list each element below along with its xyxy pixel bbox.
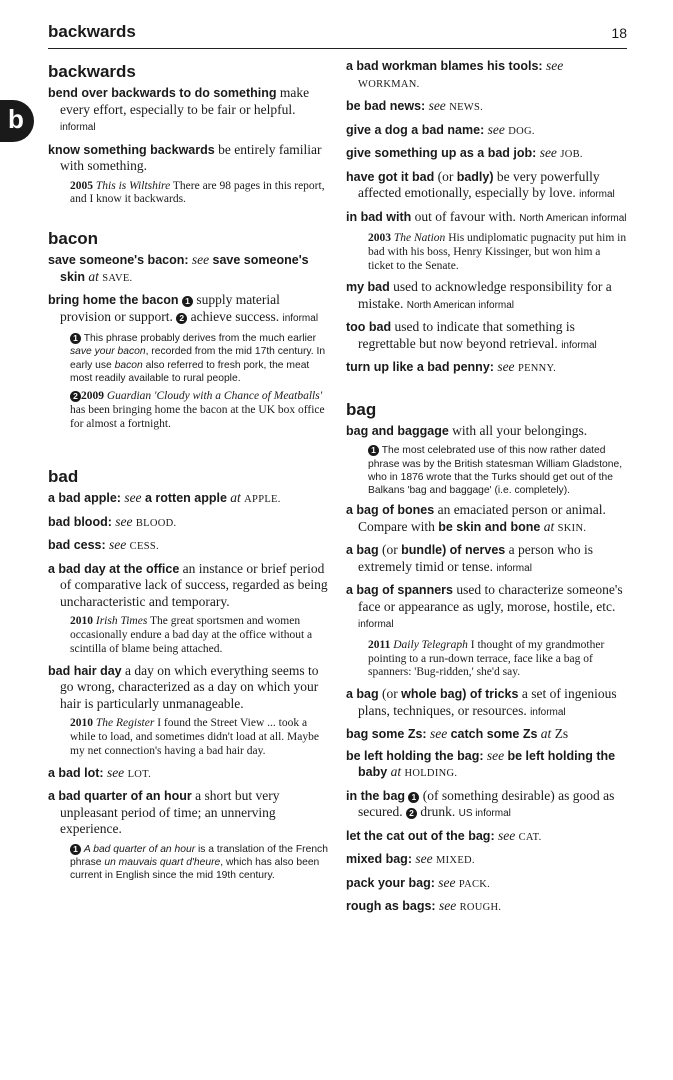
entry-definition: make every effort, especially to be fair or helpful. (60, 85, 310, 117)
usage-label: informal (530, 706, 566, 718)
entry-headword: give a dog a bad name: (346, 122, 485, 137)
entry-headword: a bad quarter of an hour (48, 789, 192, 804)
entry-headword: bad blood: (48, 514, 112, 529)
citation-year: 2003 (368, 232, 391, 244)
note-number: 1 (368, 445, 379, 456)
cross-reference: CESS. (129, 541, 159, 553)
citation-source: This is Wiltshire (95, 179, 171, 192)
citation (368, 639, 628, 680)
dictionary-entry (48, 663, 330, 713)
cross-reference: LOT. (127, 768, 152, 780)
entry-headword: a bag (346, 687, 379, 702)
cross-reference: ROUGH. (459, 902, 502, 914)
entry-definition: an instance or brief period of comparative lack of success, regarded as being uncharacteristic and temporary. (60, 560, 328, 609)
dictionary-entry (346, 145, 628, 164)
note-number: 1 (70, 333, 81, 344)
see-label: see (497, 827, 516, 843)
usage-label: informal (496, 562, 532, 574)
entry-definition: a short but very unpleasant period of time; an unnerving experience. (60, 788, 280, 837)
entry-definition: used to indicate that something is regrettable but now beyond retrieval. (358, 319, 575, 351)
entry-headword: bend over backwards to do something (48, 86, 277, 100)
entry-headword: in bad with (346, 209, 412, 224)
see-label: see (539, 145, 557, 160)
cross-reference: APPLE. (244, 494, 281, 506)
note-italic: bacon (114, 359, 143, 371)
cross-reference: DOG. (508, 125, 535, 137)
citation-text: His undiplomatic pugnacity put him in bad with his boss, Henry Kissinger, but won him a ticket to the Senate. (368, 232, 627, 272)
entry-definition: with all your belongings. (452, 422, 588, 438)
entry-headword: a bad lot: (48, 765, 104, 780)
citation (70, 180, 330, 208)
usage-label: informal (60, 122, 96, 133)
citation-year: 2005 (70, 179, 93, 192)
entry-headword: rough as bags: (346, 899, 436, 914)
citation-year: 2010 (70, 717, 93, 730)
dictionary-entry (346, 686, 628, 721)
entry-headword-variant: whole bag) (401, 687, 467, 702)
cross-reference-phrase: save someone's (212, 253, 309, 268)
dictionary-entry (48, 788, 330, 838)
entry-definition: used to acknowledge responsibility for a mistake. (358, 279, 612, 311)
section-heading: bacon (48, 229, 99, 249)
entry-headword: in the bag (346, 788, 406, 803)
see-label: see (115, 513, 133, 529)
entry-headword: a bad workman blames his tools: (346, 59, 543, 73)
entry-headword: a bad apple: (48, 491, 121, 506)
entry-headword: bad cess: (48, 538, 106, 553)
dictionary-entry (346, 169, 628, 204)
entry-definition: drunk. (420, 804, 456, 820)
see-label: see (438, 874, 456, 890)
section-heading: backwards (48, 62, 136, 81)
entry-definition: a person who is extremely timid or tense. (358, 542, 594, 574)
dictionary-entry (48, 252, 330, 287)
cross-reference: PENNY. (517, 363, 557, 375)
sense-number: 1 (182, 296, 193, 307)
entry-headword-variant: badly) (456, 169, 494, 184)
entry-headword: a bad day at the office (48, 561, 180, 576)
cross-reference: HOLDING. (404, 768, 458, 780)
dictionary-entry (346, 851, 628, 870)
citation-text: The great sportsmen and women occasionally endure a bad day at the office without a scintilla of blame being attached. (70, 615, 313, 655)
dictionary-entry (48, 514, 330, 533)
etymology-note (70, 843, 330, 883)
entry-definition: be very powerfully affected emotionally, especially by love. (358, 168, 600, 200)
entry-definition: be entirely familiar with something. (60, 141, 322, 173)
entry-definition: supply material provision or support. (60, 292, 280, 324)
entry-headword: my bad (346, 280, 390, 295)
cross-reference-phrase: be left holding the baby (358, 748, 616, 780)
entry-definition: a set of ingenious plans, techniques, or resources. (358, 686, 617, 718)
see-label: see (429, 726, 448, 742)
note-italic: save your bacon (70, 346, 146, 358)
see-label: see (124, 490, 142, 506)
variant-marker: (or (382, 686, 398, 702)
citation (70, 615, 330, 656)
cross-reference: PACK. (458, 878, 491, 890)
cross-reference: MIXED. (436, 855, 475, 867)
guide-word: backwards (48, 22, 136, 41)
dictionary-entry (48, 490, 330, 509)
dictionary-entry (48, 537, 330, 556)
usage-label: US informal (458, 808, 511, 820)
usage-label: informal (358, 619, 394, 631)
dictionary-entry (48, 85, 330, 137)
at-label: at (390, 764, 402, 780)
citation-source: The Register (95, 717, 155, 730)
entry-definition: (of something desirable) as good as secured. (358, 787, 615, 820)
entry-headword: bad hair day (48, 663, 122, 678)
entry-headword: let the cat out of the bag: (346, 828, 495, 843)
running-header (48, 22, 627, 49)
dictionary-entry (346, 898, 628, 917)
note-text: This phrase probably derives from the much earlier (83, 333, 317, 345)
dictionary-entry (346, 502, 628, 537)
usage-label: informal (579, 189, 615, 200)
cross-reference: SAVE. (102, 272, 133, 284)
citation-text: I thought of my grandmother pointing to a run-down terrace, face like a bag of spanners: 'Bug-ridden,' she'd say. (368, 638, 605, 679)
section-heading: bad (48, 467, 79, 487)
citation-text: There are 98 pages in this report, and I know it backwards. (70, 179, 325, 206)
section-heading: bag (346, 399, 377, 419)
dictionary-entry (346, 423, 628, 440)
dictionary-entry (346, 582, 628, 634)
usage-label: North American informal (519, 212, 627, 224)
citation-text: I found the Street View ... took a while to load, and sometimes didn't load at all. Maybe my net connection's having a bad hair day. (70, 717, 319, 757)
entry-headword: of tricks (469, 687, 519, 702)
at-label: at (540, 726, 552, 742)
usage-label: North American informal (406, 299, 515, 311)
usage-label: informal (561, 339, 597, 351)
entry-definition: out of favour with. (414, 208, 516, 224)
citation (70, 390, 330, 431)
entry-headword: be left holding the bag: (346, 748, 484, 763)
entry-headword: save someone's bacon: (48, 253, 189, 268)
citation-source: The Nation (393, 232, 446, 244)
citation-year: 2011 (368, 638, 391, 651)
cross-reference: CAT. (518, 831, 542, 843)
etymology-note (368, 444, 628, 497)
note-italic: un mauvais quart d'heure (104, 856, 221, 868)
entry-definition: achieve success. (190, 308, 280, 324)
citation-year: 2010 (70, 615, 93, 628)
cross-reference: JOB. (560, 149, 583, 160)
sense-number: 2 (406, 808, 417, 819)
cross-reference: NEWS. (449, 102, 484, 113)
entry-headword: too bad (346, 320, 392, 335)
cross-reference-phrase: be skin and bone (438, 519, 541, 534)
citation-source: Irish Times (95, 615, 148, 628)
dictionary-entry (48, 292, 330, 327)
page-number: 18 (611, 25, 627, 41)
sense-number: 1 (408, 792, 419, 803)
note-text: The most celebrated use of this now rather dated phrase was by the British statesman William Gladstone, who in 1876 wrote that the Turks should get out of the Balkans 'bag and baggage' (i.e. completely). (368, 445, 623, 496)
entry-headword: mixed bag: (346, 852, 412, 867)
see-label: see (438, 898, 457, 914)
cross-reference: WORKMAN. (358, 78, 420, 90)
etymology-note (70, 332, 330, 385)
citation (368, 232, 628, 273)
citation-source: Daily Telegraph (393, 638, 468, 651)
entry-definition: an emaciated person or animal. Compare with (358, 502, 606, 534)
note-text: also referred to fresh pork, the meat most readily available to rural people. (70, 359, 310, 384)
entry-headword: pack your bag: (346, 875, 435, 890)
note-text: is a translation of the French phrase (70, 843, 328, 868)
entry-definition: a day on which everything seems to go wrong, characterized as a day on which your hair is particularly unmanageable. (60, 662, 319, 711)
at-label: at (88, 268, 99, 284)
entry-headword: bag some Zs: (346, 727, 427, 742)
dictionary-entry (346, 875, 628, 894)
dictionary-entry (48, 765, 330, 784)
see-label: see (486, 747, 505, 763)
citation (70, 717, 330, 758)
cross-reference-phrase: skin (60, 269, 86, 284)
dictionary-entry (346, 788, 628, 823)
note-number: 1 (70, 844, 81, 855)
see-label: see (191, 252, 210, 268)
cross-reference: SKIN. (557, 522, 587, 534)
see-label: see (497, 359, 515, 375)
entry-headword-variant: bundle) (401, 543, 447, 558)
note-text: , recorded from the mid 17th century. In early use (70, 346, 326, 371)
see-label: see (487, 121, 505, 137)
dictionary-entry (346, 279, 628, 314)
citation-text: has been bringing home the bacon at the UK box office for almost a fortnight. (70, 403, 325, 430)
entry-headword: of nerves (449, 543, 506, 558)
see-label: see (109, 537, 127, 553)
sense-number: 2 (176, 313, 187, 324)
cross-reference-phrase: catch some Zs (450, 727, 538, 742)
dictionary-entry (346, 748, 628, 783)
dictionary-entry (346, 828, 628, 847)
see-label: see (545, 58, 564, 73)
entry-headword: know something backwards (48, 142, 215, 157)
entry-headword: turn up like a bad penny: (346, 360, 494, 375)
entry-headword: bag and baggage (346, 423, 449, 438)
citation-source: Guardian 'Cloudy with a Chance of Meatballs' (106, 389, 323, 402)
dictionary-entry (48, 561, 330, 611)
dictionary-entry (346, 726, 628, 743)
dictionary-entry (346, 209, 628, 228)
thumb-index-letter: b (8, 104, 24, 134)
dictionary-entry (346, 98, 628, 117)
dictionary-entry (346, 359, 628, 378)
entry-headword: a bag of spanners (346, 583, 453, 598)
usage-label: informal (282, 312, 319, 324)
dictionary-entry (346, 58, 628, 93)
entry-definition: used to characterize someone's face or appearance as ugly, morose, hostile, etc. (358, 582, 623, 614)
variant-marker: (or (382, 542, 398, 558)
cross-reference-phrase: a rotten apple (144, 491, 227, 506)
sense-number: 2 (70, 391, 81, 402)
entry-headword: give something up as a bad job: (346, 146, 537, 160)
dictionary-entry (346, 122, 628, 141)
dictionary-entry (346, 542, 628, 577)
see-label: see (428, 98, 446, 113)
right-column (346, 58, 628, 922)
entry-headword: a bag (346, 543, 379, 558)
note-text: , which has also been current in English since the mid 19th century. (70, 856, 320, 881)
at-label: at (543, 518, 555, 534)
dictionary-entry (48, 142, 330, 175)
variant-marker: (or (437, 168, 454, 184)
entry-headword: be bad news: (346, 99, 426, 113)
thumb-index-tab (0, 100, 34, 142)
note-italic: A bad quarter of an hour (83, 843, 196, 855)
dictionary-entry (346, 319, 628, 354)
see-label: see (415, 851, 433, 867)
cross-reference: BLOOD. (135, 517, 177, 529)
entry-headword: have got it bad (346, 169, 435, 184)
citation-year: 2009 (81, 389, 104, 402)
see-label: see (106, 764, 125, 780)
entry-headword: a bag of bones (346, 503, 435, 518)
entry-headword: bring home the bacon (48, 293, 179, 308)
at-label: at (230, 490, 241, 506)
cross-reference: Zs (554, 726, 569, 742)
left-column (48, 58, 330, 887)
